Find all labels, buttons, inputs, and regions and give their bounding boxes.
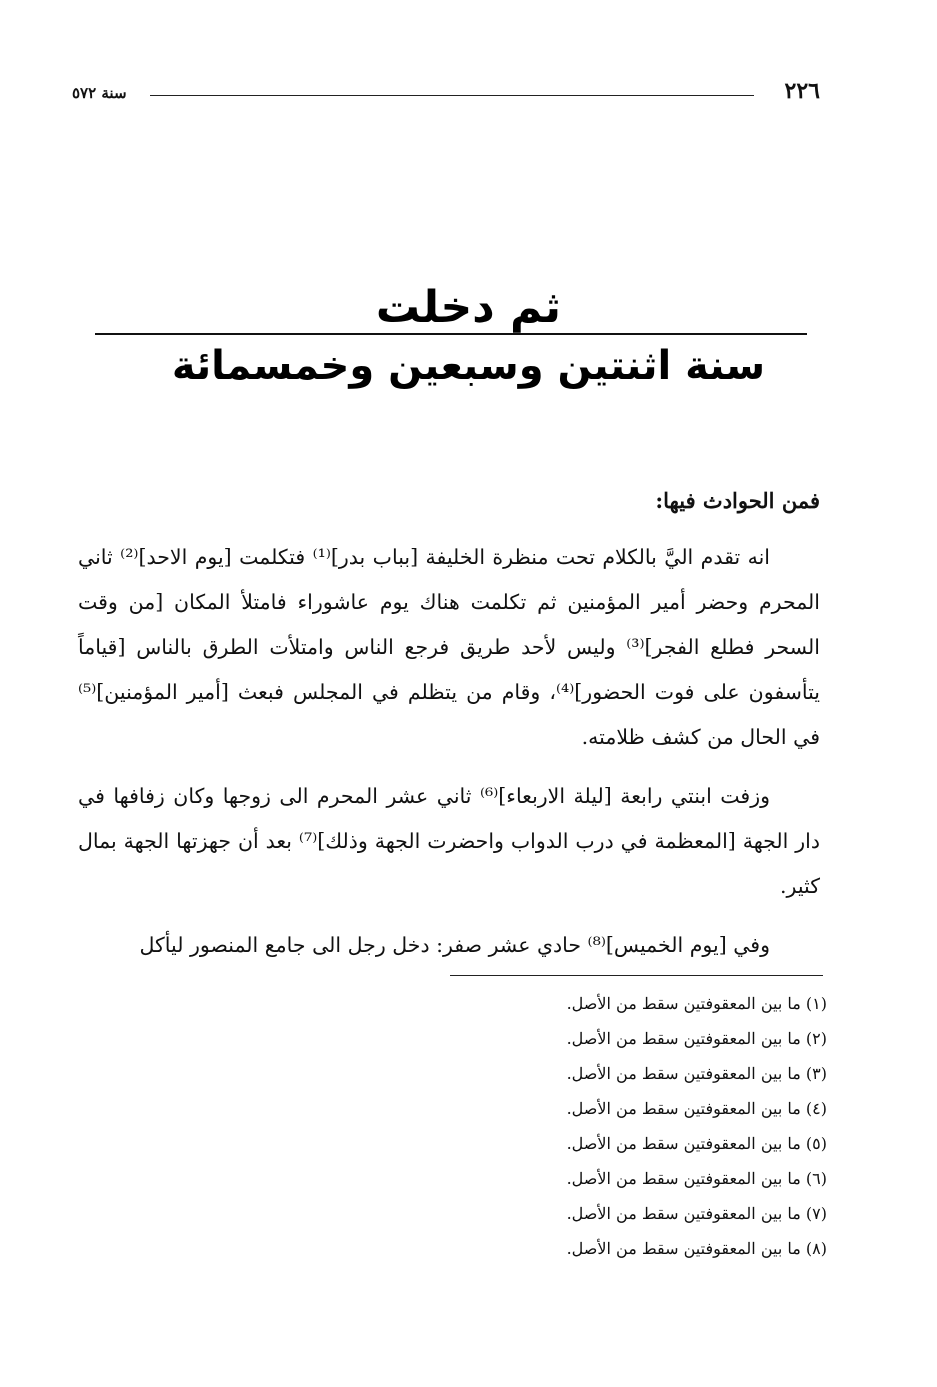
paragraph-text: وزفت ابنتي رابعة [ليلة الاربعاء]⁽⁶⁾ ثاني عشر المحرم الى زوجها وكان زفافها في دار الجهة [المعظمة في درب الدواب واحضرت الجهة وذلك]⁽⁷⁾ بعد أن جهزتها الجهة بمال كثير.	[78, 784, 820, 898]
footnotes	[307, 986, 827, 1266]
footnote: (٦) ما بين المعقوفتين سقط من الأصل.	[566, 1169, 827, 1188]
running-header	[72, 78, 820, 108]
footnote: (٥) ما بين المعقوفتين سقط من الأصل.	[566, 1134, 827, 1153]
section-subheading: فمن الحوادث فيها:	[655, 488, 820, 513]
footnote: (٨) ما بين المعقوفتين سقط من الأصل.	[566, 1239, 827, 1258]
header-year-label: سنة ٥٧٢	[72, 84, 127, 102]
body-text	[78, 488, 820, 982]
footnote: (٧) ما بين المعقوفتين سقط من الأصل.	[566, 1204, 827, 1223]
page-number: ٢٢٦	[784, 78, 820, 104]
paragraph	[78, 774, 820, 909]
title-rule	[95, 333, 807, 335]
chapter-title-line-1: ثم دخلت	[375, 282, 562, 333]
footnote: (٤) ما بين المعقوفتين سقط من الأصل.	[566, 1099, 827, 1118]
footnote: (٣) ما بين المعقوفتين سقط من الأصل.	[566, 1064, 827, 1083]
footnote: (٢) ما بين المعقوفتين سقط من الأصل.	[566, 1029, 827, 1048]
footnote-rule	[450, 975, 823, 976]
chapter-title-line-2: سنة اثنتين وسبعين وخمسمائة	[171, 343, 766, 389]
header-rule	[150, 95, 754, 96]
paragraph	[78, 535, 820, 760]
paragraph-text: انه تقدم اليَّ بالكلام تحت منظرة الخليفة [بباب بدر]⁽¹⁾ فتكلمت [يوم الاحد]⁽²⁾ ثاني المحرم وحضر أمير المؤمنين ثم تكلمت هناك يوم عاشوراء فامتلأ المكان [من وقت السحر فطلع الفجر]⁽³⁾ وليس لأحد طريق فرجع الناس وامتلأت الطرق بالناس [قياماً يتأسفون على فوت الحضور]⁽⁴⁾، وقام من يتظلم في المجلس فبعث [أمير المؤمنين]⁽⁵⁾ في الحال من كشف ظلامته.	[78, 545, 821, 749]
footnote: (١) ما بين المعقوفتين سقط من الأصل.	[566, 994, 827, 1013]
paragraph	[78, 923, 820, 968]
paragraph-text: وفي [يوم الخميس]⁽⁸⁾ حادي عشر صفر: دخل رجل الى جامع المنصور ليأكل	[139, 933, 770, 957]
